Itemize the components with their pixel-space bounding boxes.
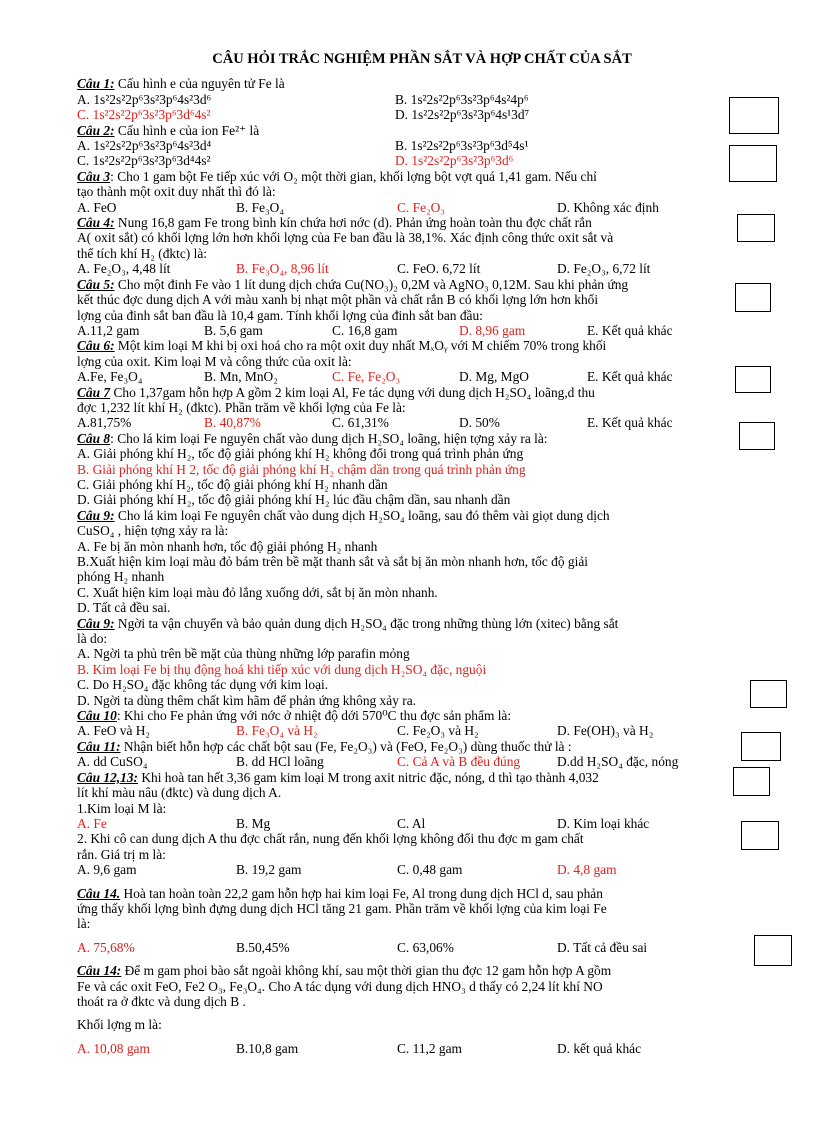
answer-option: D. Không xác định (557, 199, 659, 215)
question-text: : Khi cho Fe phản ứng với nớc ở nhiệt độ dới 570⁰C thu đợc sản phẩm là: (116, 708, 512, 724)
question-label: Câu 1: (77, 76, 115, 92)
answer-options-row (77, 816, 767, 831)
question-text: Cho 1,37gam hỗn hợp A gồm 2 kim loại Al, Fe tác dụng với dung dịch H₂SO₄ loãng,d thu (110, 384, 595, 400)
answer-option: D. 50% (459, 415, 500, 431)
answer-box[interactable] (739, 422, 775, 450)
question-label: Câu 3 (77, 168, 111, 184)
question-list (77, 76, 767, 1056)
text-line: lít khí màu nâu (đktc) và dung dịch A. (77, 785, 282, 801)
answer-box[interactable] (729, 145, 777, 182)
answer-option: A. dd CuSO₄ (77, 754, 148, 770)
answer-options-row (77, 261, 767, 276)
text-line: ứng thấy khối lợng bình đựng dung dịch HCl tăng 21 gam. Phần trăm về khối lợng của kim loại Fe (77, 900, 607, 916)
answer-box[interactable] (754, 935, 792, 966)
answer-option: D. 1s²2s²2p⁶3s²3p⁶4s¹3d⁷ (395, 107, 530, 123)
text-line: B.Xuất hiện kim loại màu đỏ bám trên bề mặt thanh sắt và sắt bị ăn mòn nhanh hơn, tốc độ giải (77, 554, 588, 569)
answer-box[interactable] (741, 732, 781, 761)
question-text: Cấu hình e của ion Fe²⁺ là (114, 122, 260, 138)
text-line: tạo thành một oxit duy nhất thì đó là: (77, 184, 276, 200)
text-line: 1.Kim loại M là: (77, 800, 167, 816)
answer-option: A.11,2 gam (77, 322, 140, 338)
answer-box[interactable] (733, 767, 770, 796)
answer-option: D. Fe₂O₃, 6,72 lít (557, 261, 651, 277)
answer-options-row (77, 940, 767, 955)
answer-option: D. Tất cả đều sai (557, 939, 648, 955)
answer-options-row (77, 369, 767, 384)
answer-option: A.81,75% (77, 415, 132, 431)
question-stem (77, 277, 767, 292)
answer-option: E. Kết quả khác (587, 369, 673, 385)
text-line: lợng của đinh sắt ban đầu là 10,4 gam. Tính khối lợng của đinh sắt ban đầu: (77, 307, 483, 323)
question-label: Câu 12,13: (77, 769, 139, 785)
answer-options-row (77, 92, 767, 107)
question-stem (77, 963, 767, 978)
answer-option: A. FeO và H₂ (77, 723, 151, 739)
question-stem (77, 886, 767, 901)
question-text: : Cho lá kim loại Fe nguyên chất vào dung dịch H₂SO₄ loãng, hiện tợng xảy ra là: (110, 430, 548, 446)
answer-option: B. 1s²2s²2p⁶3s²3p⁶4s²4p⁶ (395, 91, 529, 107)
answer-option: A. 1s²2s²2p⁶3s²3p⁶4s²3d⁴ (77, 138, 212, 154)
spacer (77, 932, 767, 940)
answer-options-row (77, 415, 767, 430)
text-line: D. Ngời ta dùng thêm chất kìm hãm để phản ứng không xảy ra. (77, 692, 416, 708)
answer-option: B. dd HCl loãng (236, 754, 324, 770)
question-label: Câu 4: (77, 215, 115, 231)
answer-option: B. Fe₃O₄ (236, 199, 285, 215)
correct-answer-option: D. 1s²2s²2p⁶3s²3p⁶3d⁶ (395, 153, 514, 169)
text-line: Fe và các oxit FeO, Fe2 O₃, Fe₃O₄. Cho A tác dụng với dung dịch HNO₃ d thấy có 2,24 lít khí NO (77, 978, 603, 994)
question-stem (77, 338, 767, 353)
spacer (77, 878, 767, 886)
answer-options-row (77, 323, 767, 338)
question-label: Câu 9: (77, 615, 115, 631)
correct-answer-line: B. Giải phóng khí H 2, tốc độ giải phóng khí H₂ chậm dần trong quá trình phản ứng (77, 461, 526, 477)
answer-option: D.dd H₂SO₄ đặc, nóng (557, 754, 679, 770)
answer-option: D. Mg, MgO (459, 369, 529, 385)
answer-box[interactable] (750, 680, 787, 708)
question-label: Câu 14. (77, 885, 121, 901)
answer-option: B. 5,6 gam (204, 322, 263, 338)
answer-option: B. Mg (236, 815, 271, 831)
text-line: thoát ra ở đktc và dung dịch B . (77, 993, 246, 1009)
question-text: Ngời ta vận chuyển và bảo quản dung dịch H₂SO₄ đặc trong những thùng lớn (xitec) bằng sắt (114, 615, 619, 631)
answer-option: E. Kết quả khác (587, 322, 673, 338)
text-line: D. Giải phóng khí H₂, tốc độ giải phóng khí H₂ lúc đầu chậm dần, sau nhanh dần (77, 492, 511, 508)
answer-options-row (77, 107, 767, 122)
correct-answer-option: D. 4,8 gam (557, 862, 617, 878)
answer-box[interactable] (741, 821, 779, 850)
correct-answer-option: C. Fe, Fe₂O₃ (332, 369, 401, 385)
question-label: Câu 7 (77, 384, 111, 400)
answer-option: B. Mn, MnO₂ (204, 369, 278, 385)
answer-option: C. 1s²2s²2p⁶3s²3p⁶3d⁴4s² (77, 153, 211, 169)
answer-option: C. 61,31% (332, 415, 389, 431)
spacer (77, 1033, 767, 1041)
question-text: Cho một đinh Fe vào 1 lít dung dịch chứa Cu(NO₃)₂ 0,2M và AgNO₃ 0,12M. Sau khi phản ứng (114, 276, 629, 292)
answer-option: B.50,45% (236, 939, 290, 955)
correct-answer-option: B. Fe₃O₄ và H₂ (236, 723, 318, 739)
answer-options-row (77, 153, 767, 168)
question-label: Câu 14: (77, 963, 122, 979)
text-line: CuSO₄ , hiện tợng xảy ra là: (77, 523, 229, 539)
text-line: thể tích khí H₂ (đktc) là: (77, 245, 207, 261)
answer-option: A. Fe₂O₃, 4,48 lít (77, 261, 171, 277)
question-stem (77, 215, 767, 230)
answer-option: C. 11,2 gam (397, 1040, 462, 1056)
text-line: lợng của oxit. Kim loại M và công thức của oxit là: (77, 353, 352, 369)
answer-option: A. 1s²2s²2p⁶3s²3p⁶4s²3d⁶ (77, 91, 212, 107)
question-label: Câu 10 (77, 708, 117, 724)
correct-answer-option: D. 8,96 gam (459, 322, 526, 338)
correct-answer-option: C. Fe₂O₃ (397, 199, 446, 215)
answer-box[interactable] (737, 214, 775, 242)
answer-options-row (77, 862, 767, 877)
answer-option: C. 16,8 gam (332, 322, 398, 338)
text-line: là: (77, 916, 91, 932)
answer-option: A. FeO (77, 199, 117, 215)
question-text: Nung 16,8 gam Fe trong bình kín chứa hơi nớc (d). Phản ứng hoàn toàn thu đợc chất rắn (114, 215, 592, 231)
answer-option: E. Kết quả khác (587, 415, 673, 431)
correct-answer-line: B. Kim loại Fe bị thụ động hoá khi tiếp xúc với dung dịch H₂SO₄ đặc, nguội (77, 661, 487, 677)
question-text: Khi hoà tan hết 3,36 gam kim loại M trong axit nitric đặc, nóng, d thì tạo thành 4,032 (138, 769, 599, 785)
answer-option: C. Fe₂O₃ và H₂ (397, 723, 479, 739)
answer-option: B.10,8 gam (236, 1040, 299, 1056)
question-stem (77, 169, 767, 184)
spacer (77, 1009, 767, 1017)
correct-answer-option: A. 10,08 gam (77, 1040, 150, 1056)
question-text: Một kim loại M khi bị oxi hoá cho ra một oxit duy nhất MₓOᵧ với M chiếm 70% trong khối (114, 338, 607, 354)
question-text: Cho lá kim loại Fe nguyên chất vào dung dịch H₂SO₄ loãng, sau đó thêm vài giọt dung dịch (114, 507, 610, 523)
text-line: A( oxit sắt) có khối lợng lớn hơn khối lợng của Fe ban đầu là 38,1%. Xác định công thức oxit sắt và (77, 230, 614, 246)
correct-answer-option: A. 75,68% (77, 939, 135, 955)
answer-option: C. 0,48 gam (397, 862, 463, 878)
text-line: A. Fe bị ăn mòn nhanh hơn, tốc độ giải phóng H₂ nhanh (77, 538, 378, 554)
question-label: Câu 2: (77, 122, 115, 138)
correct-answer-option: B. 40,87% (204, 415, 261, 431)
text-line: là do: (77, 631, 108, 647)
text-line: kết thúc đợc dung dịch A với màu xanh bị nhạt một phần và chất rắn B có khối lợng lớn hơn khối (77, 292, 599, 308)
text-line: D. Tất cả đều sai. (77, 600, 171, 616)
question-text: Để m gam phoi bào sắt ngoài không khí, sau một thời gian thu đợc 12 gam hỗn hợp A gồm (121, 963, 612, 979)
answer-option: D. Fe(OH)₃ và H₂ (557, 723, 654, 739)
correct-answer-option: C. 1s²2s²2p⁶3s²3p⁶3d⁶4s² (77, 107, 211, 123)
question-stem (77, 123, 767, 138)
question-text: Cấu hình e của nguyên tử Fe là (114, 76, 285, 92)
text-line: A. Giải phóng khí H₂, tốc độ giải phóng khí H₂ không đổi trong quá trình phản ứng (77, 446, 524, 462)
text-line: A. Ngời ta phủ trên bề mặt của thùng những lớp parafin mỏng (77, 646, 410, 662)
answer-option: B. 1s²2s²2p⁶3s²3p⁶3d⁵4s¹ (395, 138, 529, 154)
question-stem (77, 616, 767, 631)
question-text: Nhận biết hỗn hợp các chất bột sau (Fe, Fe₂O₃) và (FeO, Fe₂O₃) dùng thuốc thử là : (120, 738, 572, 754)
answer-option: D. kết quả khác (557, 1040, 642, 1056)
text-line: 2. Khi cô can dung dịch A thu đợc chất rắn, nung đến khối lợng không đổi thu đợc m gam chất (77, 831, 584, 847)
answer-option: B. 19,2 gam (236, 862, 302, 878)
answer-option: C. 63,06% (397, 939, 454, 955)
text-line: C. Giải phóng khí H₂, tốc độ giải phóng khí H₂ nhanh dần (77, 476, 388, 492)
spacer (77, 955, 767, 963)
question-stem (77, 739, 767, 754)
answer-box[interactable] (729, 97, 779, 134)
answer-option: D. Kim loại khác (557, 815, 650, 831)
question-label: Câu 5: (77, 276, 115, 292)
question-label: Câu 8 (77, 430, 111, 446)
question-stem (77, 708, 767, 723)
text-line: C. Do H₂SO₄ đặc không tác dụng với kim loại. (77, 677, 329, 693)
text-line: Khối lợng m là: (77, 1017, 162, 1033)
answer-option: A.Fe, Fe₃O₄ (77, 369, 143, 385)
question-label: Câu 9: (77, 507, 115, 523)
answer-options-row (77, 138, 767, 153)
answer-option: C. FeO. 6,72 lít (397, 261, 481, 277)
answer-options-row (77, 200, 767, 215)
text-line: C. Xuất hiện kim loại màu đỏ lắng xuống dới, sắt bị ăn mòn nhanh. (77, 584, 438, 600)
question-label: Câu 11: (77, 738, 121, 754)
correct-answer-option: C. Cả A và B đều đúng (397, 754, 521, 770)
answer-option: A. 9,6 gam (77, 862, 137, 878)
question-text: Hoà tan hoàn toàn 22,2 gam hỗn hợp hai kim loại Fe, Al trong dung dịch HCl d, sau phản (120, 885, 603, 901)
answer-option: C. Al (397, 815, 426, 831)
question-stem (77, 770, 767, 785)
correct-answer-option: A. Fe (77, 815, 107, 831)
question-label: Câu 6: (77, 338, 115, 354)
question-stem (77, 76, 767, 91)
answer-box[interactable] (735, 283, 771, 312)
answer-options-row (77, 723, 767, 738)
question-stem (77, 431, 767, 446)
answer-options-row (77, 1041, 767, 1056)
question-stem (77, 385, 767, 400)
document-title: CÂU HỎI TRẮC NGHIỆM PHẦN SẮT VÀ HỢP CHẤT CỦA SẮT (212, 51, 632, 67)
text-line: phóng H₂ nhanh (77, 569, 165, 585)
text-line: rắn. Giá trị m là: (77, 846, 166, 862)
question-text: : Cho 1 gam bột Fe tiếp xúc với O₂ một thời gian, khối lợng bột vợt quá 1,41 gam. Nếu chỉ (110, 168, 597, 184)
answer-options-row (77, 754, 767, 769)
correct-answer-option: B. Fe₃O₄, 8,96 lít (236, 261, 329, 277)
answer-box[interactable] (735, 366, 771, 393)
question-stem (77, 508, 767, 523)
document-body (77, 52, 767, 1056)
text-line: đợc 1,232 lít khí H₂ (đktc). Phần trăm về khối lợng của Fe là: (77, 399, 406, 415)
